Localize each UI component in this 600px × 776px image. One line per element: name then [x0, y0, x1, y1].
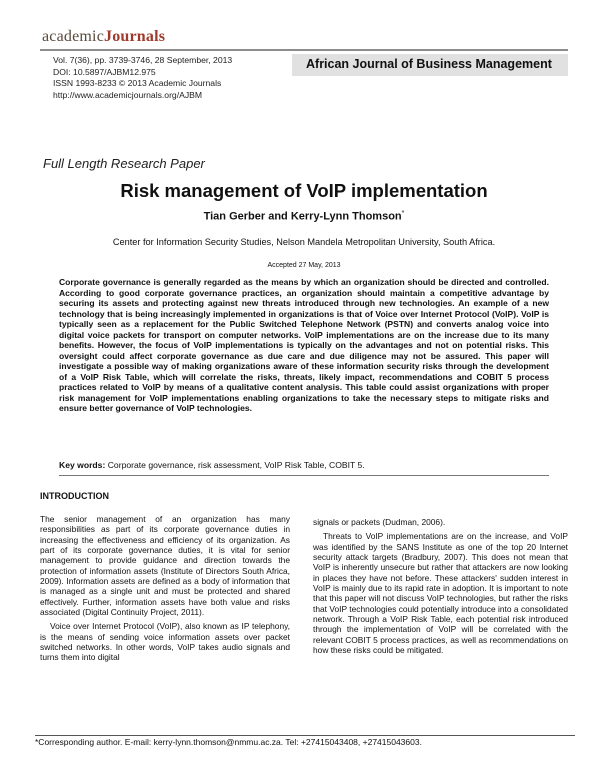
paragraph: Voice over Internet Protocol (VoIP), also known as IP telephony, is the means of sending voice information assets over packet switched networks. In other words, VoIP takes audio signals and turns them into digital: [40, 621, 290, 663]
journal-name: African Journal of Business Management: [306, 57, 552, 71]
paper-title: Risk management of VoIP implementation: [120, 180, 488, 201]
paragraph: The senior management of an organization has many responsibilities as part of its corporate governance duties in increasing the effectiveness and efficiency of its organization. As part of its corporate governance duties, it is vital for senior management to provide guidance and direction towards the protection of information assets (Institute of Directors South Africa, 2009). Information assets are defined as a body of information that is managed as a single unit and must be protected and shared effectively. Further, information assets have both value and risks associated (Digital Continuity Project, 2011).: [40, 514, 290, 618]
corresponding-author-footnote: *Corresponding author. E-mail: kerry-lynn.thomson@nmmu.ac.za. Tel: +27415043408, +27415043603.: [35, 735, 575, 747]
paragraph: signals or packets (Dudman, 2006).: [313, 517, 446, 527]
header-rule: [40, 49, 568, 51]
body-column-right: [313, 517, 568, 659]
accepted-date: Accepted 27 May, 2013: [267, 262, 341, 269]
meta-volume: Vol. 7(36), pp. 3739-3746, 28 September, 2013: [53, 55, 233, 65]
logo-prefix: academic: [42, 28, 104, 45]
citation-meta: [53, 55, 313, 101]
meta-doi: DOI: 10.5897/AJBM12.975: [53, 66, 156, 77]
keywords-rule: [59, 475, 549, 476]
section-heading: INTRODUCTION: [40, 491, 109, 501]
affiliation: Center for Information Security Studies, Nelson Mandela Metropolitan University, South Africa.: [112, 237, 496, 247]
author-names: Tian Gerber and Kerry-Lynn Thomson: [203, 210, 402, 223]
abstract: Corporate governance is generally regarded as the means by which an organization should be directed and controlled. According to good corporate governance practices, an organization should maintain a competitive advantage by securing its assets and protecting against new threats introduced through new technologies. An example of a new technology that is being increasingly implemented in organizations is that of Voice over Internet Protocol (VoIP). VoIP is typically seen as a replacement for the Public Switched Telephone Network (PSTN) and converts analog voice into digital voice packets for transport on computer networks. VoIP implementations are on the increase due to its many benefits. However, the focus of VoIP implementations is typically on the advantages and not on potential risks. This oversight could affect corporate governance as due care and due diligence may not be assured. This paper will investigate a possible way of making organizations aware of these information security risks through the development of a VoIP Risk Table, which will correlate the risks, threats, likely impact, recommendations and COBIT 5 process practices related to VoIP by means of a qualitative content analysis. This table could assist organizations with proper risk management for VoIP implementations enabling organizations to take the necessary steps to mitigate risks and ensure better governance of VoIP technologies.: [59, 277, 549, 413]
publisher-logo: [42, 28, 165, 46]
keywords-list: Corporate governance, risk assessment, VoIP Risk Table, COBIT 5.: [107, 460, 365, 470]
paragraph: Threats to VoIP implementations are on the increase, and VoIP was identified by the SANS Institute as one of the top 20 Internet security attack targets (Bradbury, 2007). This does not mean that VoIP is inherently unsecure but rather that attackers are now looking in places they have not before. These attackers' sudden interest in VoIP is mainly due to its rapid rate in adoption. It is important to note that this paper will not discuss VoIP technologies, but rather the risks that VoIP technologies could potentially introduce into a consolidated network. Through a VoIP Risk Table, each potential risk introduced through the implementation of VoIP will be correlated with the relevant COBIT 5 process practices, as well as recommendations on how these risks could be mitigated.: [313, 531, 568, 656]
authors: [40, 210, 568, 223]
logo-suffix: Journals: [104, 28, 166, 45]
keywords-label: Key words:: [59, 460, 106, 470]
corresponding-mark: *: [401, 210, 405, 217]
paper-type: Full Length Research Paper: [43, 156, 205, 171]
meta-issn: ISSN 1993-8233 © 2013 Academic Journals: [53, 78, 222, 88]
meta-url[interactable]: http://www.academicjournals.org/AJBM: [53, 89, 203, 100]
keywords: [59, 460, 549, 470]
body-column-left: [40, 514, 290, 667]
journal-banner: [292, 54, 568, 76]
